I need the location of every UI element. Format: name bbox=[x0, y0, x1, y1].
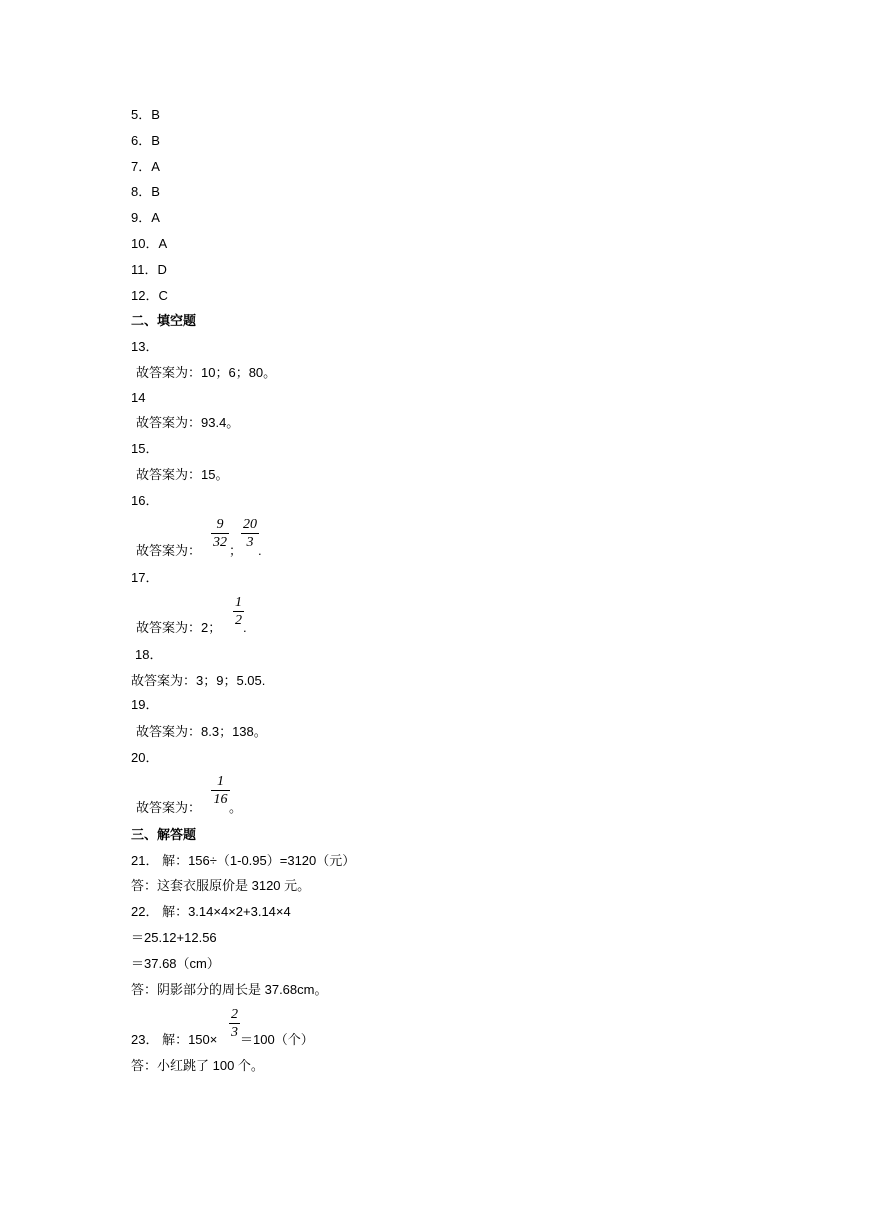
q16-separator: ； bbox=[229, 543, 243, 558]
q20-fraction: 1 16 bbox=[211, 774, 230, 808]
q23-solution-prefix: 23． 解：150× bbox=[131, 1032, 218, 1047]
q23-answer: 答：小红跳了 100 个。 bbox=[131, 1058, 264, 1073]
answer-7: 7．A bbox=[131, 159, 160, 174]
q15-number: 15． bbox=[131, 441, 159, 456]
answer-6: 6．B bbox=[131, 133, 160, 148]
q13-answer: 故答案为：10；6；80。 bbox=[136, 365, 277, 380]
q19-number: 19． bbox=[131, 697, 159, 712]
q18-answer: 故答案为：3；9；5.05. bbox=[131, 673, 266, 688]
answer-8: 8．B bbox=[131, 184, 160, 199]
q18-number: 18． bbox=[135, 647, 163, 662]
q20-end: 。 bbox=[229, 800, 243, 815]
q16-fraction-1: 9 32 bbox=[213, 517, 227, 550]
q22-step-2: ＝37.68（cm） bbox=[131, 956, 220, 971]
q19-answer: 故答案为：8.3；138。 bbox=[136, 724, 267, 739]
q20-number: 20． bbox=[131, 750, 159, 765]
q21-solution: 21． 解：156÷（1-0.95）=3120（元） bbox=[131, 853, 356, 868]
q21-answer: 答：这套衣服原价是 3120 元。 bbox=[131, 878, 311, 893]
answer-11: 11．D bbox=[131, 262, 167, 277]
q16-number: 16． bbox=[131, 493, 159, 508]
section-heading-fill-in: 二、填空题 bbox=[131, 313, 197, 328]
q16-end: . bbox=[258, 543, 262, 558]
section-heading-solutions: 三、解答题 bbox=[131, 827, 197, 842]
q22-answer: 答：阴影部分的周长是 37.68cm。 bbox=[131, 982, 328, 997]
q17-number: 17． bbox=[131, 570, 159, 585]
q23-solution-suffix: ＝100（个） bbox=[240, 1032, 314, 1047]
answer-12: 12．C bbox=[131, 288, 168, 303]
q22-step-1: ＝25.12+12.56 bbox=[131, 930, 217, 945]
q20-prefix: 故答案为： bbox=[136, 800, 202, 815]
q14-number: 14 bbox=[131, 390, 146, 405]
q23-fraction: 2 3 bbox=[231, 1007, 238, 1040]
answer-5: 5．B bbox=[131, 107, 160, 122]
q22-solution: 22． 解：3.14×4×2+3.14×4 bbox=[131, 904, 291, 919]
q16-prefix: 故答案为： bbox=[136, 543, 202, 558]
q17-fraction: 1 2 bbox=[235, 595, 242, 628]
q14-answer: 故答案为：93.4。 bbox=[136, 415, 240, 430]
q13-number: 13． bbox=[131, 339, 159, 354]
q16-fraction-2: 20 3 bbox=[243, 517, 257, 550]
q17-prefix: 故答案为：2； bbox=[136, 620, 222, 635]
answer-9: 9．A bbox=[131, 210, 160, 225]
q15-answer: 故答案为：15。 bbox=[136, 467, 229, 482]
answer-10: 10．A bbox=[131, 236, 168, 251]
q17-end: . bbox=[243, 620, 247, 635]
